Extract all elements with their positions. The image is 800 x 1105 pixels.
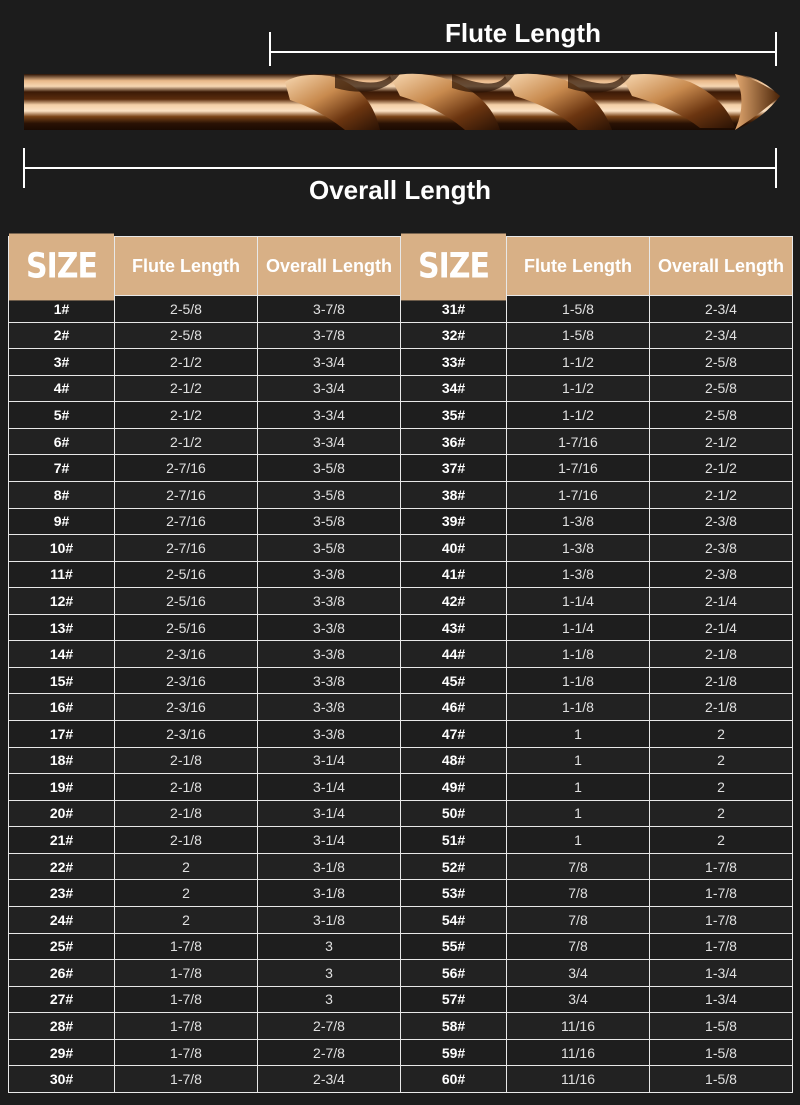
flute-length-cell: 3/4: [507, 960, 650, 987]
size-cell: 47#: [401, 721, 507, 748]
table-row: [9, 349, 793, 376]
size-cell: 20#: [9, 800, 115, 827]
flute-length-cell: 1: [507, 747, 650, 774]
overall-length-cell: 1-5/8: [650, 1066, 793, 1093]
flute-length-cell: 1-7/8: [115, 933, 258, 960]
column-header-size: SIZE: [9, 232, 115, 300]
overall-length-cell: 3-3/8: [258, 694, 401, 721]
table-row: [9, 1013, 793, 1040]
table-row: [9, 508, 793, 535]
flute-length-cell: 2-3/16: [115, 641, 258, 668]
flute-length-cell: 1-7/8: [115, 1066, 258, 1093]
overall-length-cell: 3-3/8: [258, 667, 401, 694]
flute-length-cell: 1-1/8: [507, 641, 650, 668]
overall-length-cell: 2: [650, 721, 793, 748]
flute-length-cell: 2-1/2: [115, 349, 258, 376]
size-cell: 14#: [9, 641, 115, 668]
table-row: [9, 774, 793, 801]
size-cell: 58#: [401, 1013, 507, 1040]
table-row: [9, 694, 793, 721]
size-cell: 46#: [401, 694, 507, 721]
flute-length-cell: 2-7/16: [115, 455, 258, 482]
overall-length-cell: 2-1/8: [650, 694, 793, 721]
flute-length-cell: 1-7/16: [507, 455, 650, 482]
table-row: [9, 428, 793, 455]
flute-length-cell: 2-1/8: [115, 774, 258, 801]
flute-length-cell: 11/16: [507, 1039, 650, 1066]
overall-length-cell: 2-3/4: [650, 296, 793, 323]
size-cell: 3#: [9, 349, 115, 376]
drill-bit: [24, 74, 780, 130]
flute-length-cell: 2: [115, 853, 258, 880]
overall-length-cell: 3-1/4: [258, 774, 401, 801]
overall-length-cell: 2-7/8: [258, 1039, 401, 1066]
flute-length-cell: 2-5/8: [115, 322, 258, 349]
overall-length-cell: 1-3/4: [650, 960, 793, 987]
table-row: [9, 455, 793, 482]
flute-length-cell: 2: [115, 880, 258, 907]
flute-length-cell: 2-1/2: [115, 402, 258, 429]
flute-length-cell: 2-3/16: [115, 667, 258, 694]
flute-length-cell: 11/16: [507, 1013, 650, 1040]
overall-length-cell: 2: [650, 800, 793, 827]
overall-length-cell: 2-3/4: [650, 322, 793, 349]
overall-length-cell: 2-5/8: [650, 349, 793, 376]
size-cell: 17#: [9, 721, 115, 748]
flute-length-cell: 2-5/8: [115, 296, 258, 323]
flute-length-label: Flute Length: [445, 18, 601, 48]
flute-length-cell: 2-7/16: [115, 535, 258, 562]
flute-length-cell: 1: [507, 827, 650, 854]
size-cell: 45#: [401, 667, 507, 694]
size-cell: 8#: [9, 481, 115, 508]
column-header-size: SIZE: [401, 232, 507, 300]
table-row: [9, 1039, 793, 1066]
size-cell: 39#: [401, 508, 507, 535]
overall-length-cell: 3-5/8: [258, 455, 401, 482]
flute-length-cell: 7/8: [507, 880, 650, 907]
size-cell: 18#: [9, 747, 115, 774]
flute-length-cell: 2-5/16: [115, 561, 258, 588]
flute-length-cell: 7/8: [507, 853, 650, 880]
size-cell: 36#: [401, 428, 507, 455]
overall-length-cell: 1-3/4: [650, 986, 793, 1013]
size-cell: 7#: [9, 455, 115, 482]
flute-length-cell: 2-1/8: [115, 800, 258, 827]
overall-length-cell: 2-3/8: [650, 508, 793, 535]
size-cell: 48#: [401, 747, 507, 774]
size-cell: 41#: [401, 561, 507, 588]
table-row: [9, 986, 793, 1013]
flute-length-cell: 2-1/8: [115, 827, 258, 854]
overall-length-cell: 3-1/8: [258, 880, 401, 907]
size-cell: 25#: [9, 933, 115, 960]
flute-length-cell: 1-1/2: [507, 349, 650, 376]
overall-length-cell: 3-3/4: [258, 428, 401, 455]
flute-length-cell: 2-7/16: [115, 508, 258, 535]
table-row: [9, 667, 793, 694]
size-cell: 38#: [401, 481, 507, 508]
flute-length-cell: 1-1/2: [507, 402, 650, 429]
overall-length-cell: 3-3/8: [258, 561, 401, 588]
flute-length-cell: 1-7/8: [115, 960, 258, 987]
table-row: [9, 906, 793, 933]
size-cell: 23#: [9, 880, 115, 907]
flute-length-cell: 11/16: [507, 1066, 650, 1093]
size-cell: 56#: [401, 960, 507, 987]
flute-length-cell: 1-1/4: [507, 614, 650, 641]
overall-length-cell: 2: [650, 774, 793, 801]
overall-length-cell: 1-7/8: [650, 906, 793, 933]
flute-length-cell: 1: [507, 800, 650, 827]
flute-length-cell: 1-3/8: [507, 561, 650, 588]
overall-length-cell: 3-3/4: [258, 349, 401, 376]
flute-length-cell: 2: [115, 906, 258, 933]
size-cell: 51#: [401, 827, 507, 854]
size-cell: 22#: [9, 853, 115, 880]
table-row: [9, 933, 793, 960]
overall-length-cell: 2-1/4: [650, 614, 793, 641]
table-row: [9, 960, 793, 987]
table-row: [9, 588, 793, 615]
table-row: [9, 721, 793, 748]
table-row: [9, 375, 793, 402]
overall-length-cell: 3-7/8: [258, 296, 401, 323]
overall-length-cell: 3-1/8: [258, 906, 401, 933]
overall-length-label: Overall Length: [308, 175, 492, 205]
overall-length-cell: 2: [650, 827, 793, 854]
flute-length-cell: 2-1/2: [115, 428, 258, 455]
overall-length-cell: 3-7/8: [258, 322, 401, 349]
overall-length-cell: 1-7/8: [650, 933, 793, 960]
flute-length-cell: 1-7/8: [115, 986, 258, 1013]
overall-length-cell: 3-1/8: [258, 853, 401, 880]
size-cell: 34#: [401, 375, 507, 402]
overall-length-cell: 3-5/8: [258, 481, 401, 508]
size-cell: 60#: [401, 1066, 507, 1093]
flute-length-cell: 7/8: [507, 906, 650, 933]
overall-length-cell: 3-3/8: [258, 641, 401, 668]
table-body: [9, 296, 793, 1093]
size-cell: 50#: [401, 800, 507, 827]
size-cell: 42#: [401, 588, 507, 615]
overall-length-cell: 3-5/8: [258, 508, 401, 535]
drill-size-table: [8, 236, 793, 1093]
flute-length-cell: 1-1/8: [507, 667, 650, 694]
size-cell: 5#: [9, 402, 115, 429]
overall-length-cell: 2-3/4: [258, 1066, 401, 1093]
flute-length-cell: 2-7/16: [115, 481, 258, 508]
drill-bit-diagram: [0, 0, 800, 232]
flute-length-cell: 2-1/8: [115, 747, 258, 774]
overall-length-cell: 2-1/4: [650, 588, 793, 615]
size-cell: 10#: [9, 535, 115, 562]
size-cell: 19#: [9, 774, 115, 801]
flute-length-cell: 2-1/2: [115, 375, 258, 402]
overall-length-cell: 2-3/8: [650, 535, 793, 562]
size-cell: 6#: [9, 428, 115, 455]
size-cell: 21#: [9, 827, 115, 854]
flute-length-cell: 1-1/2: [507, 375, 650, 402]
flute-length-cell: 1-7/16: [507, 428, 650, 455]
size-cell: 1#: [9, 296, 115, 323]
flute-length-cell: 1-7/8: [115, 1039, 258, 1066]
overall-length-cell: 3-3/8: [258, 721, 401, 748]
flute-length-cell: 2-5/16: [115, 588, 258, 615]
size-cell: 16#: [9, 694, 115, 721]
flute-length-cell: 1-3/8: [507, 535, 650, 562]
flute-length-cell: 1-5/8: [507, 322, 650, 349]
table-row: [9, 827, 793, 854]
size-cell: 30#: [9, 1066, 115, 1093]
table-row: [9, 747, 793, 774]
size-cell: 13#: [9, 614, 115, 641]
size-cell: 44#: [401, 641, 507, 668]
overall-length-cell: 3-1/4: [258, 827, 401, 854]
overall-length-cell: 2: [650, 747, 793, 774]
column-header-flute-length: Flute Length: [115, 237, 258, 296]
flute-length-cell: 2-3/16: [115, 694, 258, 721]
size-cell: 11#: [9, 561, 115, 588]
flute-length-cell: 1-1/4: [507, 588, 650, 615]
flute-length-cell: 1: [507, 774, 650, 801]
size-cell: 31#: [401, 296, 507, 323]
column-header-flute-length: Flute Length: [507, 237, 650, 296]
overall-length-cell: 2-7/8: [258, 1013, 401, 1040]
table-row: [9, 322, 793, 349]
size-cell: 40#: [401, 535, 507, 562]
overall-length-cell: 3-3/8: [258, 588, 401, 615]
size-cell: 27#: [9, 986, 115, 1013]
size-cell: 29#: [9, 1039, 115, 1066]
overall-length-cell: 2-1/2: [650, 481, 793, 508]
flute-length-cell: 1-5/8: [507, 296, 650, 323]
size-cell: 43#: [401, 614, 507, 641]
overall-length-cell: 2-3/8: [650, 561, 793, 588]
table-header-row: [9, 237, 793, 296]
overall-length-cell: 3: [258, 960, 401, 987]
size-cell: 57#: [401, 986, 507, 1013]
size-cell: 54#: [401, 906, 507, 933]
size-cell: 49#: [401, 774, 507, 801]
column-header-overall-length: Overall Length: [258, 237, 401, 296]
flute-length-cell: 1: [507, 721, 650, 748]
size-cell: 12#: [9, 588, 115, 615]
size-cell: 35#: [401, 402, 507, 429]
table-row: [9, 1066, 793, 1093]
overall-length-cell: 3-1/4: [258, 747, 401, 774]
table-row: [9, 614, 793, 641]
overall-length-cell: 3-5/8: [258, 535, 401, 562]
overall-length-cell: 1-5/8: [650, 1013, 793, 1040]
size-cell: 32#: [401, 322, 507, 349]
table-row: [9, 853, 793, 880]
size-cell: 9#: [9, 508, 115, 535]
flute-length-cell: 2-5/16: [115, 614, 258, 641]
overall-length-cell: 1-7/8: [650, 853, 793, 880]
size-cell: 2#: [9, 322, 115, 349]
flute-length-cell: 1-3/8: [507, 508, 650, 535]
flute-length-cell: 1-1/8: [507, 694, 650, 721]
overall-length-cell: 2-1/2: [650, 428, 793, 455]
size-cell: 52#: [401, 853, 507, 880]
table-row: [9, 880, 793, 907]
overall-length-cell: 3-3/8: [258, 614, 401, 641]
table-row: [9, 402, 793, 429]
table-row: [9, 641, 793, 668]
size-cell: 24#: [9, 906, 115, 933]
size-cell: 28#: [9, 1013, 115, 1040]
size-cell: 4#: [9, 375, 115, 402]
flute-length-cell: 1-7/16: [507, 481, 650, 508]
flute-length-cell: 2-3/16: [115, 721, 258, 748]
overall-length-cell: 1-5/8: [650, 1039, 793, 1066]
overall-length-cell: 2-5/8: [650, 375, 793, 402]
size-cell: 55#: [401, 933, 507, 960]
flute-length-cell: 3/4: [507, 986, 650, 1013]
size-cell: 37#: [401, 455, 507, 482]
overall-length-cell: 3: [258, 986, 401, 1013]
size-cell: 33#: [401, 349, 507, 376]
overall-length-cell: 3-3/4: [258, 402, 401, 429]
size-cell: 26#: [9, 960, 115, 987]
size-cell: 59#: [401, 1039, 507, 1066]
flute-length-cell: 7/8: [507, 933, 650, 960]
overall-length-cell: 2-5/8: [650, 402, 793, 429]
size-cell: 15#: [9, 667, 115, 694]
column-header-overall-length: Overall Length: [650, 237, 793, 296]
flute-length-cell: 1-7/8: [115, 1013, 258, 1040]
overall-length-cell: 3: [258, 933, 401, 960]
overall-length-cell: 2-1/8: [650, 641, 793, 668]
overall-length-cell: 2-1/8: [650, 667, 793, 694]
table-row: [9, 561, 793, 588]
table-row: [9, 535, 793, 562]
overall-length-cell: 1-7/8: [650, 880, 793, 907]
table-row: [9, 481, 793, 508]
size-cell: 53#: [401, 880, 507, 907]
table-row: [9, 800, 793, 827]
overall-length-cell: 3-3/4: [258, 375, 401, 402]
overall-length-cell: 2-1/2: [650, 455, 793, 482]
overall-length-cell: 3-1/4: [258, 800, 401, 827]
